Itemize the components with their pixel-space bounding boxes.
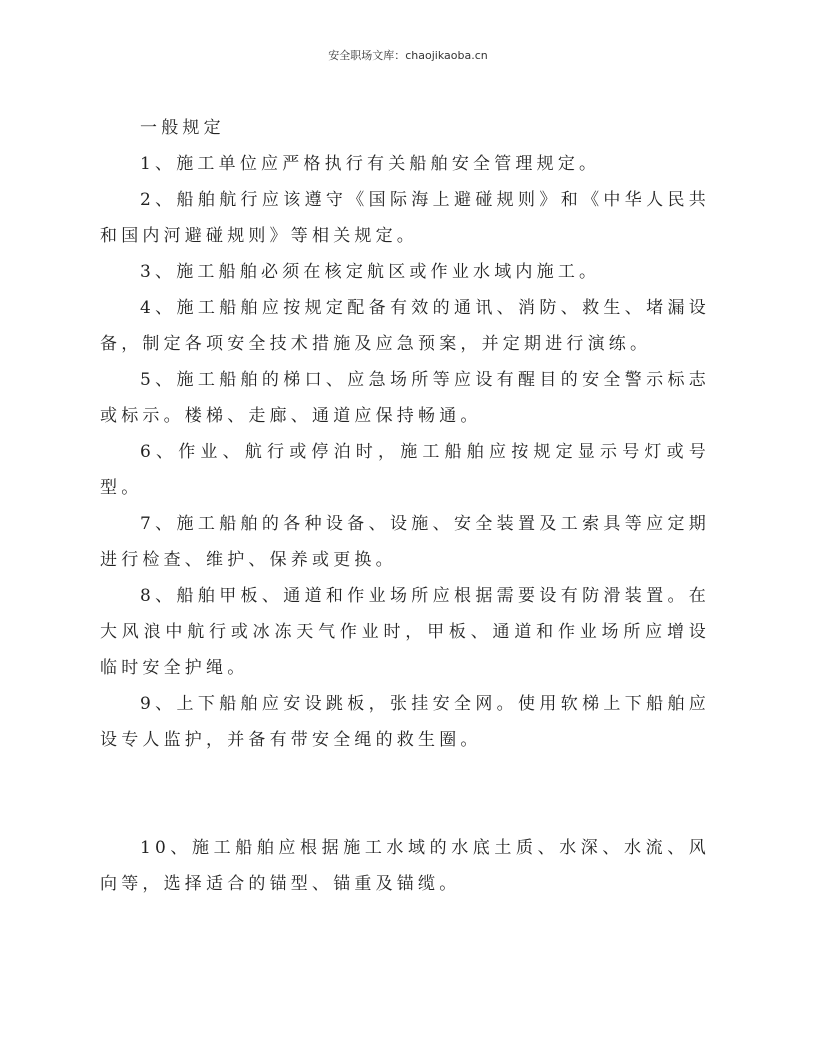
paragraph-9: 9、上下船舶应安设跳板，张挂安全网。使用软梯上下船舶应设专人监护，并备有带安全绳的救生圈。 xyxy=(100,694,710,750)
paragraph-3: 3、施工船舶必须在核定航区或作业水域内施工。 xyxy=(140,262,601,282)
paragraph-5: 5、施工船舶的梯口、应急场所等应设有醒目的安全警示标志或标示。楼梯、走廊、通道应保持畅通。 xyxy=(100,370,710,426)
section-heading: 一般规定 xyxy=(140,118,225,138)
paragraph-8: 8、船舶甲板、通道和作业场所应根据需要设有防滑装置。在大风浪中航行或冰冻天气作业时，甲板、通道和作业场所应增设临时安全护绳。 xyxy=(100,586,710,678)
paragraph-4: 4、施工船舶应按规定配备有效的通讯、消防、救生、堵漏设备，制定各项安全技术措施及应急预案，并定期进行演练。 xyxy=(100,298,710,354)
paragraph-1: 1、施工单位应严格执行有关船舶安全管理规定。 xyxy=(140,154,601,174)
document-body xyxy=(100,110,710,902)
paragraph-2: 2、船舶航行应该遵守《国际海上避碰规则》和《中华人民共和国内河避碰规则》等相关规定。 xyxy=(100,190,710,246)
paragraph-7: 7、施工船舶的各种设备、设施、安全装置及工索具等应定期进行检查、维护、保养或更换。 xyxy=(100,514,710,570)
spacer xyxy=(100,758,710,830)
page-header: 安全职场文库：chaojikaoba.cn xyxy=(328,49,488,62)
paragraph-6: 6、作业、航行或停泊时，施工船舶应按规定显示号灯或号型。 xyxy=(100,442,710,498)
paragraph-10: 10、施工船舶应根据施工水域的水底土质、水深、水流、风向等，选择适合的锚型、锚重及锚缆。 xyxy=(100,838,710,894)
